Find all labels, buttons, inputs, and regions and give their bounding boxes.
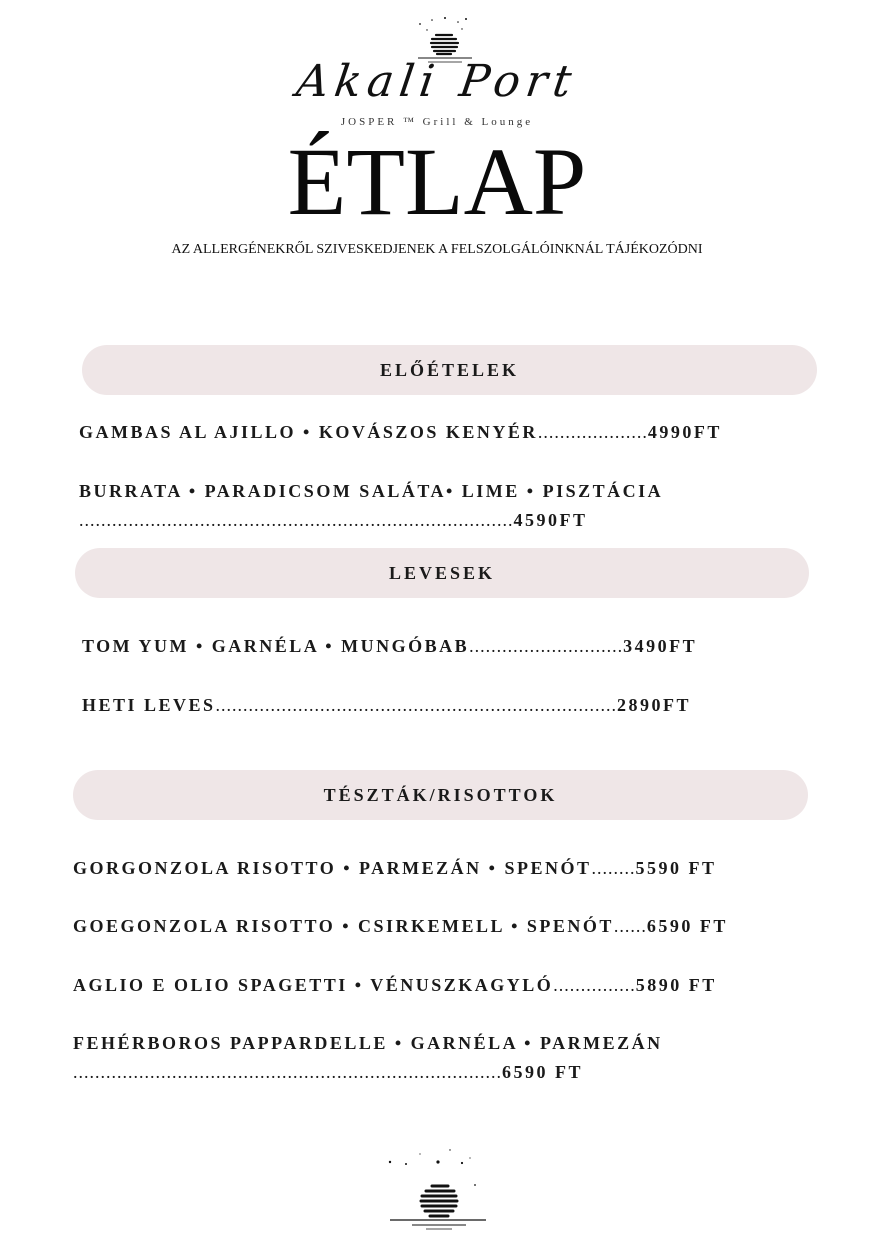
- menu-item-price-line: [73, 1062, 583, 1083]
- allergen-note: AZ ALLERGÉNEKRŐL SZIVESKEDJENEK A FELSZOLGÁLÓINKNÁL TÁJÉKOZÓDNI: [171, 242, 703, 257]
- menu-item-name: BURRATA • PARADICSOM SALÁTA• LIME • PISZTÁCIA: [79, 481, 664, 501]
- menu-item-name: GAMBAS AL AJILLO • KOVÁSZOS KENYÉR: [79, 422, 538, 442]
- page-title: ÉTLAP: [287, 128, 587, 235]
- menu-item-price: 6590 FT: [502, 1062, 584, 1082]
- menu-item-price: 6590 FT: [646, 916, 728, 936]
- section-heading-tesztak-risottok: TÉSZTÁK/RISOTTOK: [73, 770, 808, 820]
- section-heading-levesek: LEVESEK: [75, 548, 809, 598]
- menu-item: [79, 422, 722, 443]
- menu-item: [82, 636, 697, 657]
- brand-name: Akali Port: [293, 56, 581, 107]
- menu-item-name: FEHÉRBOROS PAPPARDELLE • GARNÉLA • PARMEZÁN: [73, 1033, 663, 1053]
- menu-item-name: GORGONZOLA RISOTTO • PARMEZÁN • SPENÓT: [73, 858, 592, 878]
- menu-item-dots: ....................: [537, 422, 648, 442]
- menu-item-dots: ...............................................................................: [79, 510, 514, 530]
- menu-item-dots: ............................: [469, 636, 624, 656]
- menu-item-dots: ..............................................................................: [73, 1062, 502, 1082]
- menu-item: [82, 695, 691, 716]
- brand-tagline: JOSPER ™ Grill & Lounge: [340, 116, 534, 128]
- menu-item-price: 5590 FT: [635, 858, 717, 878]
- menu-item: [73, 916, 728, 937]
- menu-item-dots: .........................................................................: [215, 695, 618, 715]
- menu-item-name: HETI LEVES: [82, 695, 216, 715]
- menu-item: [73, 858, 717, 879]
- menu-item-dots: ......: [613, 916, 647, 936]
- menu-item-dots: ...............: [553, 975, 636, 995]
- menu-item-price-line: [79, 510, 588, 531]
- menu-item-price: 5890 FT: [635, 975, 717, 995]
- menu-item-name: GOEGONZOLA RISOTTO • CSIRKEMELL • SPENÓT: [73, 916, 614, 936]
- section-heading-eloetelek: ELŐÉTELEK: [82, 345, 817, 395]
- menu-item-price: 4990FT: [647, 422, 722, 442]
- menu-item-name: AGLIO E OLIO SPAGETTI • VÉNUSZKAGYLÓ: [73, 975, 554, 995]
- menu-item-dots: ........: [591, 858, 636, 878]
- menu-item-price: 4590FT: [513, 510, 588, 530]
- menu-item-price: 2890FT: [617, 695, 692, 715]
- menu-item-price: 3490FT: [623, 636, 698, 656]
- sunset-logo-icon: [0, 1140, 874, 1235]
- menu-item-name: TOM YUM • GARNÉLA • MUNGÓBAB: [82, 636, 470, 656]
- menu-item: [73, 975, 717, 996]
